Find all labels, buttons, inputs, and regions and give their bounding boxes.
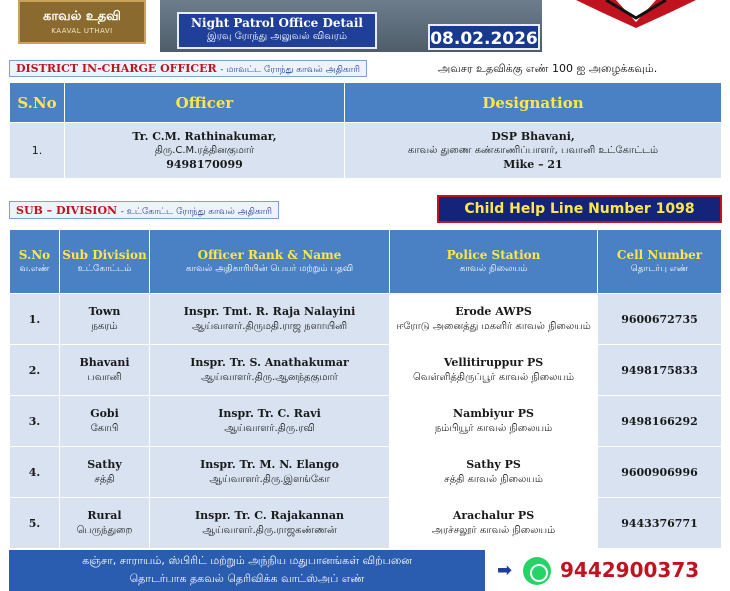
station-name-ta: ஈரோடு அனைத்து மகளிர் காவல் நிலையம் xyxy=(396,321,591,332)
district-incharge-label xyxy=(9,60,367,77)
division-name-en: Bhavani xyxy=(79,356,130,369)
officer-name-en: Inspr. Tr. C. Rajakannan xyxy=(194,509,345,522)
footer-line1: கஞ்சா, சாராயம், ஸ்பிரிட் மற்றும் அந்நிய மதுபானங்கள் விற்பனை xyxy=(82,554,412,567)
logo-title: காவல் உதவி xyxy=(43,9,121,24)
officer-name-ta: ஆய்வாளர்.திரு.ராஜகண்ணன் xyxy=(202,525,337,536)
cell-ta: தொடர்பு எண் xyxy=(630,263,689,274)
division-cell xyxy=(60,447,150,498)
officer-name-ta: திரு.C.M.ரத்தினகுமார் xyxy=(154,144,255,156)
station-name-en: Nambiyur PS xyxy=(453,407,534,420)
division-cell xyxy=(60,294,150,345)
subdivision-label-ta: - உட்கோட்ட ரோந்து காவல் அதிகாரி xyxy=(120,207,272,217)
col-header-designation: Designation xyxy=(345,83,722,123)
designation-cell xyxy=(345,123,722,179)
officer-name-en: Inspr. Tr. M. N. Elango xyxy=(200,458,339,471)
district-label-en: DISTRICT IN-CHARGE OFFICER xyxy=(16,62,217,75)
division-cell xyxy=(60,345,150,396)
row-sno: 2. xyxy=(10,345,60,396)
table-row xyxy=(10,498,722,549)
subdivision-label-en: SUB – DIVISION xyxy=(16,204,118,217)
district-label-ta: - மாவட்ட ரோந்து காவல் அதிகாரி xyxy=(220,65,360,75)
officer-en: Officer Rank & Name xyxy=(197,247,342,262)
table-row xyxy=(10,447,722,498)
col-header-cell xyxy=(598,230,722,294)
station-name-en: Arachalur PS xyxy=(452,509,535,522)
child-helpline-banner: Child Help Line Number 1098 xyxy=(437,195,722,223)
col-header-sno: S.No xyxy=(10,83,65,123)
division-cell xyxy=(60,396,150,447)
district-table xyxy=(9,82,722,179)
page-header xyxy=(0,0,730,56)
division-cell xyxy=(60,498,150,549)
officer-name-ta: ஆய்வாளர்.திரு.ஆனந்தகுமார் xyxy=(201,372,338,383)
call-sign: Mike – 21 xyxy=(503,157,563,171)
whatsapp-number[interactable]: 9442900373 xyxy=(560,558,700,582)
row-sno: 3. xyxy=(10,396,60,447)
division-ta: உட்கோட்டம் xyxy=(77,263,132,274)
night-patrol-title-box xyxy=(177,12,377,49)
officer-cell xyxy=(150,345,390,396)
station-name-ta: நம்பியூர் காவல் நிலையம் xyxy=(434,423,553,434)
officer-name-ta: ஆய்வாளர்.திரு.ரவி xyxy=(224,423,315,434)
officer-cell xyxy=(65,123,345,179)
row-sno: 5. xyxy=(10,498,60,549)
cell-en: Cell Number xyxy=(616,247,703,262)
table-row xyxy=(10,123,722,179)
col-header-division xyxy=(60,230,150,294)
whatsapp-icon xyxy=(523,557,551,585)
station-cell xyxy=(390,345,598,396)
sno-ta: வ.எண் xyxy=(19,263,50,274)
officer-cell xyxy=(150,396,390,447)
table-row xyxy=(10,294,722,345)
officer-name-en: Tr. C.M. Rathinakumar, xyxy=(132,129,277,143)
station-cell xyxy=(390,498,598,549)
station-cell xyxy=(390,396,598,447)
division-name-ta: நகரம் xyxy=(91,321,118,332)
col-header-sno xyxy=(10,230,60,294)
division-name-en: Rural xyxy=(87,509,122,522)
officer-name-ta: ஆய்வாளர்.திரு.இளங்கோ xyxy=(209,474,330,485)
station-name-en: Sathy PS xyxy=(466,458,521,471)
subdivision-table xyxy=(9,229,722,549)
date-badge: 08.02.2026 xyxy=(428,24,540,50)
officer-name-en: Inspr. Tr. C. Ravi xyxy=(218,407,321,420)
officer-name-ta: ஆய்வாளர்.திருமதி.ராஜ நளாயினி xyxy=(191,321,348,332)
division-en: Sub Division xyxy=(62,247,147,262)
officer-cell xyxy=(150,447,390,498)
station-name-en: Erode AWPS xyxy=(455,305,532,318)
division-name-ta: சத்தி xyxy=(94,474,115,485)
cell-number: 9600672735 xyxy=(598,294,722,345)
officer-cell xyxy=(150,498,390,549)
row-sno: 1. xyxy=(10,294,60,345)
cell-number: 9498175833 xyxy=(598,345,722,396)
kaaval-uthavi-logo xyxy=(18,0,146,44)
arrow-right-icon: ➡ xyxy=(497,560,513,581)
designation-ta: காவல் துணை கண்காணிப்பாளர், பவானி உட்கோட்டம் xyxy=(407,144,659,156)
col-header-officer: Officer xyxy=(65,83,345,123)
subdivision-label xyxy=(9,201,279,219)
cell-number: 9498166292 xyxy=(598,396,722,447)
cell-number: 9443376771 xyxy=(598,498,722,549)
col-header-officer xyxy=(150,230,390,294)
officer-name-en: Inspr. Tr. S. Anathakumar xyxy=(190,356,349,369)
station-name-ta: அரச்சலூர் காவல் நிலையம் xyxy=(431,525,556,536)
station-name-ta: சத்தி காவல் நிலையம் xyxy=(444,474,543,485)
title-tamil: இரவு ரோந்து அலுவல் விவரம் xyxy=(206,31,348,42)
station-cell xyxy=(390,447,598,498)
station-cell xyxy=(390,294,598,345)
col-header-station xyxy=(390,230,598,294)
emergency-notice: அவசர உதவிக்கு எண் 100 ஐ அழைக்கவும். xyxy=(438,62,658,75)
division-name-en: Sathy xyxy=(87,458,122,471)
police-emblem-icon xyxy=(576,0,696,28)
row-sno: 1. xyxy=(10,123,65,179)
table-row xyxy=(10,396,722,447)
footer-notice xyxy=(9,550,485,591)
division-name-ta: பவானி xyxy=(87,372,122,383)
title-english: Night Patrol Office Detail xyxy=(191,16,363,30)
sno-en: S.No xyxy=(18,247,51,262)
table-row xyxy=(10,345,722,396)
division-name-en: Gobi xyxy=(90,407,119,420)
designation-en: DSP Bhavani, xyxy=(491,129,575,143)
station-name-ta: வெள்ளித்திருப்பூர் காவல் நிலையம் xyxy=(412,372,575,383)
cell-number: 9600906996 xyxy=(598,447,722,498)
station-name-en: Vellitiruppur PS xyxy=(443,356,544,369)
footer-line2: தொடர்பாக தகவல் தெரிவிக்க வாட்ஸ்அப் எண் xyxy=(129,572,365,585)
row-sno: 4. xyxy=(10,447,60,498)
division-name-ta: கோபி xyxy=(90,423,119,434)
officer-phone: 9498170099 xyxy=(166,157,243,171)
officer-cell xyxy=(150,294,390,345)
logo-subtitle: KAAVAL UTHAVI xyxy=(51,27,113,35)
station-en: Police Station xyxy=(446,247,541,262)
station-ta: காவல் நிலையம் xyxy=(459,263,528,274)
division-name-en: Town xyxy=(88,305,121,318)
division-name-ta: பெருந்துறை xyxy=(76,525,133,536)
officer-ta: காவல் அதிகாரியின் பெயர் மற்றும் பதவி xyxy=(185,263,354,274)
officer-name-en: Inspr. Tmt. R. Raja Nalayini xyxy=(183,305,356,318)
